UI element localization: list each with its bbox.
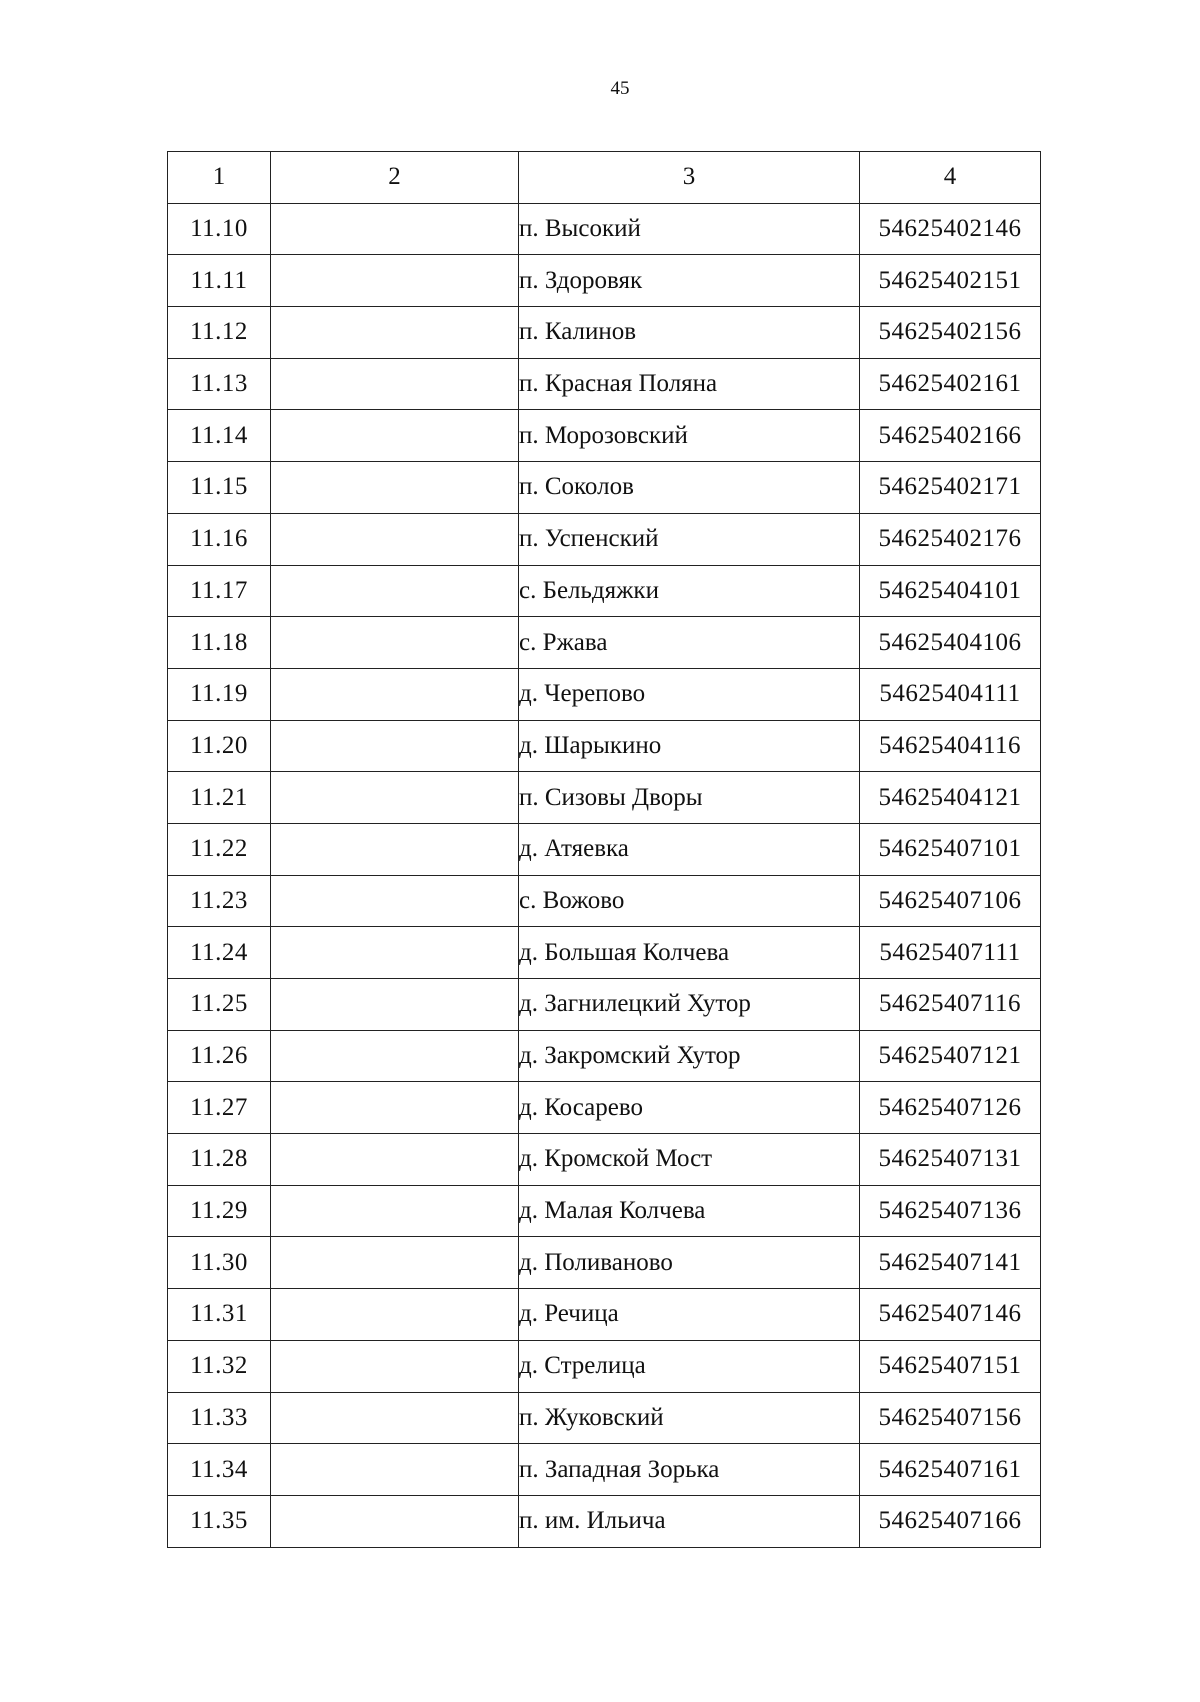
oktmo-code-cell: 54625402171	[860, 462, 1041, 514]
settlement-name-cell: д. Речица	[519, 1289, 860, 1341]
table-row	[168, 617, 1041, 669]
column-2-cell	[271, 1340, 519, 1392]
row-number-cell: 11.10	[168, 203, 271, 255]
column-2-cell	[271, 358, 519, 410]
column-2-cell	[271, 1185, 519, 1237]
column-2-cell	[271, 668, 519, 720]
table-row	[168, 307, 1041, 359]
column-2-cell	[271, 203, 519, 255]
column-2-cell	[271, 1289, 519, 1341]
column-2-cell	[271, 720, 519, 772]
settlement-name-cell: д. Загнилецкий Хутор	[519, 979, 860, 1031]
column-2-cell	[271, 1030, 519, 1082]
oktmo-code-cell: 54625402151	[860, 255, 1041, 307]
oktmo-code-cell: 54625402176	[860, 513, 1041, 565]
settlement-name-cell: п. Морозовский	[519, 410, 860, 462]
oktmo-code-cell: 54625407106	[860, 875, 1041, 927]
oktmo-code-cell: 54625402146	[860, 203, 1041, 255]
table-row	[168, 772, 1041, 824]
settlement-name-cell: д. Закромский Хутор	[519, 1030, 860, 1082]
column-2-cell	[271, 1444, 519, 1496]
settlement-name-cell: д. Черепово	[519, 668, 860, 720]
row-number-cell: 11.18	[168, 617, 271, 669]
oktmo-code-cell: 54625407141	[860, 1237, 1041, 1289]
row-number-cell: 11.29	[168, 1185, 271, 1237]
settlement-name-cell: п. Жуковский	[519, 1392, 860, 1444]
row-number-cell: 11.26	[168, 1030, 271, 1082]
oktmo-code-cell: 54625404116	[860, 720, 1041, 772]
column-2-cell	[271, 823, 519, 875]
table-row	[168, 927, 1041, 979]
settlement-name-cell: п. Высокий	[519, 203, 860, 255]
column-2-cell	[271, 1392, 519, 1444]
table-row	[168, 1082, 1041, 1134]
table-row	[168, 462, 1041, 514]
oktmo-code-cell: 54625404121	[860, 772, 1041, 824]
table-row	[168, 1030, 1041, 1082]
row-number-cell: 11.21	[168, 772, 271, 824]
oktmo-code-cell: 54625402166	[860, 410, 1041, 462]
table-row	[168, 979, 1041, 1031]
oktmo-code-cell: 54625407126	[860, 1082, 1041, 1134]
oktmo-code-cell: 54625407121	[860, 1030, 1041, 1082]
settlement-name-cell: д. Атяевка	[519, 823, 860, 875]
row-number-cell: 11.28	[168, 1134, 271, 1186]
column-2-cell	[271, 1495, 519, 1547]
table-row	[168, 668, 1041, 720]
settlement-name-cell: п. Здоровяк	[519, 255, 860, 307]
oktmo-code-cell: 54625407156	[860, 1392, 1041, 1444]
row-number-cell: 11.34	[168, 1444, 271, 1496]
table-row	[168, 1340, 1041, 1392]
table-row	[168, 1289, 1041, 1341]
table-row	[168, 203, 1041, 255]
column-2-cell	[271, 875, 519, 927]
table-row	[168, 1392, 1041, 1444]
row-number-cell: 11.19	[168, 668, 271, 720]
column-2-cell	[271, 255, 519, 307]
table-row	[168, 1134, 1041, 1186]
oktmo-code-cell: 54625407161	[860, 1444, 1041, 1496]
table-row	[168, 1185, 1041, 1237]
table-row	[168, 513, 1041, 565]
settlement-name-cell: д. Стрелица	[519, 1340, 860, 1392]
table-row	[168, 255, 1041, 307]
table-row	[168, 358, 1041, 410]
row-number-cell: 11.24	[168, 927, 271, 979]
row-number-cell: 11.25	[168, 979, 271, 1031]
settlement-name-cell: с. Бельдяжки	[519, 565, 860, 617]
column-2-cell	[271, 979, 519, 1031]
row-number-cell: 11.32	[168, 1340, 271, 1392]
column-2-cell	[271, 410, 519, 462]
row-number-cell: 11.15	[168, 462, 271, 514]
oktmo-code-cell: 54625407116	[860, 979, 1041, 1031]
table-row	[168, 875, 1041, 927]
table-row	[168, 1495, 1041, 1547]
column-2-cell	[271, 617, 519, 669]
page-number: 45	[610, 78, 630, 99]
table-body	[168, 203, 1041, 1547]
table-row	[168, 720, 1041, 772]
settlement-name-cell: п. Соколов	[519, 462, 860, 514]
settlement-name-cell: с. Вожово	[519, 875, 860, 927]
row-number-cell: 11.20	[168, 720, 271, 772]
oktmo-code-cell: 54625404106	[860, 617, 1041, 669]
oktmo-code-cell: 54625407111	[860, 927, 1041, 979]
settlement-name-cell: п. Западная Зорька	[519, 1444, 860, 1496]
table-header-row	[168, 152, 1041, 204]
table-row	[168, 410, 1041, 462]
column-header-4: 4	[860, 152, 1041, 204]
settlement-name-cell: п. Красная Поляна	[519, 358, 860, 410]
settlement-name-cell: п. Калинов	[519, 307, 860, 359]
row-number-cell: 11.14	[168, 410, 271, 462]
oktmo-code-cell: 54625407101	[860, 823, 1041, 875]
row-number-cell: 11.22	[168, 823, 271, 875]
settlement-name-cell: д. Кромской Мост	[519, 1134, 860, 1186]
column-2-cell	[271, 565, 519, 617]
column-header-3: 3	[519, 152, 860, 204]
column-2-cell	[271, 513, 519, 565]
settlement-name-cell: п. Сизовы Дворы	[519, 772, 860, 824]
row-number-cell: 11.31	[168, 1289, 271, 1341]
column-2-cell	[271, 1082, 519, 1134]
column-2-cell	[271, 927, 519, 979]
oktmo-code-cell: 54625402156	[860, 307, 1041, 359]
settlements-table	[167, 151, 1041, 1548]
settlement-name-cell: д. Малая Колчева	[519, 1185, 860, 1237]
column-2-cell	[271, 1134, 519, 1186]
oktmo-code-cell: 54625407146	[860, 1289, 1041, 1341]
oktmo-code-cell: 54625407151	[860, 1340, 1041, 1392]
oktmo-code-cell: 54625404111	[860, 668, 1041, 720]
row-number-cell: 11.17	[168, 565, 271, 617]
column-header-1: 1	[168, 152, 271, 204]
oktmo-code-cell: 54625402161	[860, 358, 1041, 410]
oktmo-code-cell: 54625407166	[860, 1495, 1041, 1547]
settlement-name-cell: д. Большая Колчева	[519, 927, 860, 979]
row-number-cell: 11.30	[168, 1237, 271, 1289]
table-row	[168, 565, 1041, 617]
row-number-cell: 11.27	[168, 1082, 271, 1134]
table-row	[168, 1444, 1041, 1496]
row-number-cell: 11.35	[168, 1495, 271, 1547]
column-2-cell	[271, 1237, 519, 1289]
row-number-cell: 11.11	[168, 255, 271, 307]
row-number-cell: 11.23	[168, 875, 271, 927]
column-header-2: 2	[271, 152, 519, 204]
table-row	[168, 1237, 1041, 1289]
column-2-cell	[271, 307, 519, 359]
column-2-cell	[271, 462, 519, 514]
row-number-cell: 11.13	[168, 358, 271, 410]
settlement-name-cell: с. Ржава	[519, 617, 860, 669]
settlement-name-cell: п. Успенский	[519, 513, 860, 565]
row-number-cell: 11.12	[168, 307, 271, 359]
table-row	[168, 823, 1041, 875]
settlement-name-cell: д. Поливаново	[519, 1237, 860, 1289]
oktmo-code-cell: 54625407131	[860, 1134, 1041, 1186]
settlement-name-cell: д. Косарево	[519, 1082, 860, 1134]
row-number-cell: 11.16	[168, 513, 271, 565]
oktmo-code-cell: 54625407136	[860, 1185, 1041, 1237]
oktmo-code-cell: 54625404101	[860, 565, 1041, 617]
settlement-name-cell: д. Шарыкино	[519, 720, 860, 772]
row-number-cell: 11.33	[168, 1392, 271, 1444]
column-2-cell	[271, 772, 519, 824]
settlement-name-cell: п. им. Ильича	[519, 1495, 860, 1547]
